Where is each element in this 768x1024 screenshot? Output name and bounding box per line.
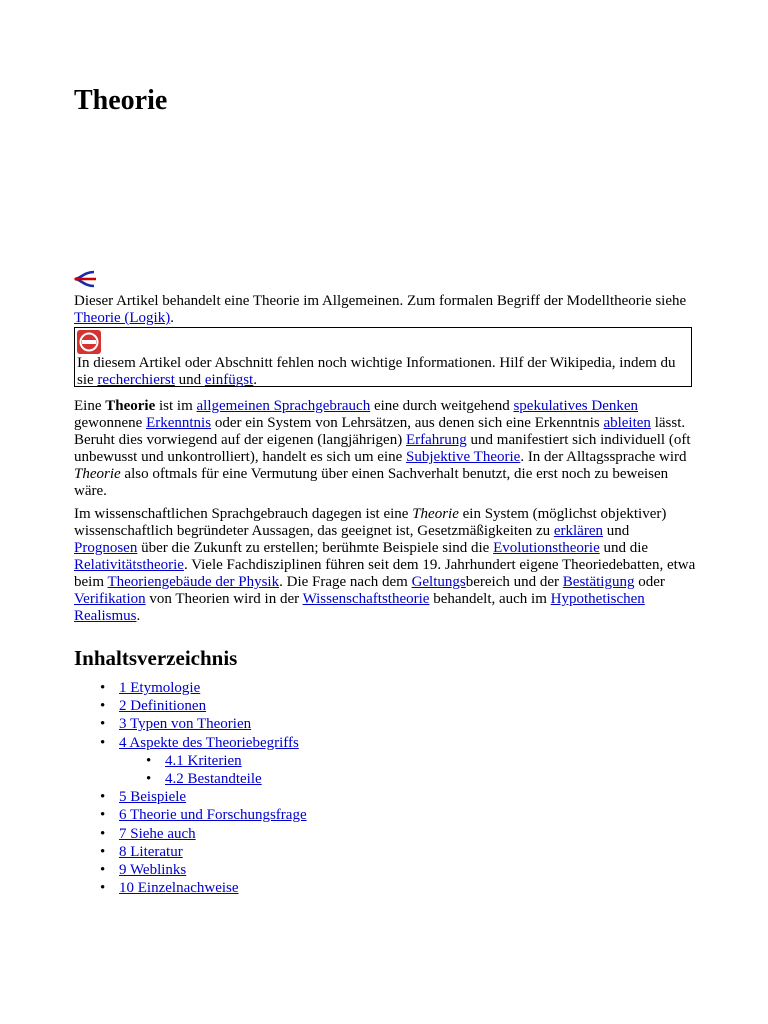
p2-text: und <box>603 523 630 539</box>
p1-text: Eine <box>74 398 106 414</box>
link-wissenschaftstheorie[interactable]: Wissenschaftstheorie <box>302 591 430 607</box>
p2-text: von Theorien wird in der <box>145 591 303 607</box>
link-einfuegst[interactable]: einfügst <box>204 372 254 388</box>
p1-text: gewonnene <box>74 415 147 431</box>
p1-italic-term: Theorie <box>74 466 121 482</box>
toc-item <box>74 825 307 843</box>
p2-text: behandelt, auch im <box>429 591 551 607</box>
toc-subitem <box>74 770 307 788</box>
toc-link-weblinks[interactable]: 9 Weblinks <box>119 862 187 879</box>
link-recherchierst[interactable]: recherchierst <box>97 372 175 388</box>
toc-item <box>74 843 307 861</box>
p2-text: Im wissenschaftlichen Sprachgebrauch dagegen ist eine <box>74 506 413 522</box>
p1-text: ist im <box>155 398 197 414</box>
toc-item <box>74 879 307 897</box>
link-relativitaetstheorie[interactable]: Relativitätstheorie <box>74 557 184 573</box>
page-title: Theorie <box>74 85 168 116</box>
link-erkenntnis[interactable]: Erkenntnis <box>146 415 212 431</box>
p1-text: oder ein System von Lehrsätzen, aus denen sich eine Erkenntnis <box>211 415 604 431</box>
disambiguation-hatnote <box>74 293 694 327</box>
intro-paragraph-2 <box>74 506 696 625</box>
toc-item <box>74 697 307 715</box>
toc-link-einzelnachweise[interactable]: 10 Einzelnachweise <box>119 880 239 897</box>
toc-link-typen-von-theorien[interactable]: 3 Typen von Theorien <box>119 716 252 733</box>
toc-subitem <box>74 752 307 770</box>
toc-link-beispiele[interactable]: 5 Beispiele <box>119 789 187 806</box>
toc-item <box>74 734 307 752</box>
p2-italic-term: Theorie <box>412 506 459 522</box>
toc-link-siehe-auch[interactable]: 7 Siehe auch <box>119 825 196 842</box>
p1-text: also oftmals für eine Vermutung über einen Sachverhalt benutzt, die erst noch zu beweisen wäre. <box>74 466 669 499</box>
p2-text: . Die Frage nach dem <box>279 574 412 590</box>
notice-text <box>77 355 689 389</box>
notice-text-start: In diesem Artikel oder Abschnitt fehlen noch wichtige Informationen. Hilf der Wikipedia, indem du sie <box>77 355 676 388</box>
hatnote-text: Dieser Artikel behandelt eine Theorie im Allgemeinen. Zum formalen Begriff der Modelltheorie siehe <box>74 293 687 309</box>
toc-link-kriterien[interactable]: 4.1 Kriterien <box>165 752 242 769</box>
notice-text-mid: und <box>174 372 205 388</box>
toc-item <box>74 861 307 879</box>
toc-link-literatur[interactable]: 8 Literatur <box>119 843 183 860</box>
incomplete-notice-box <box>74 327 692 387</box>
toc-item <box>74 715 307 733</box>
notice-text-end: . <box>253 372 257 388</box>
link-erklaeren[interactable]: erklären <box>553 523 603 539</box>
toc-item <box>74 806 307 824</box>
toc-link-bestandteile[interactable]: 4.2 Bestandteile <box>165 771 262 788</box>
p1-text: und manifestiert sich individuell (oft unbewusst und unkontrolliert), handelt es sich um eine <box>74 432 691 465</box>
table-of-contents <box>74 679 307 897</box>
p2-text: . Viele Fachdisziplinen führen seit dem 19. Jahrhundert eigene Theoriedebatten, etwa beim <box>74 557 696 590</box>
p2-text: und die <box>599 540 649 556</box>
toc-link-theorie-und-forschungsfrage[interactable]: 6 Theorie und Forschungsfrage <box>119 807 307 824</box>
link-subjektive-theorie[interactable]: Subjektive Theorie <box>406 449 521 465</box>
toc-item <box>74 788 307 806</box>
toc-item <box>74 679 307 697</box>
link-allgemeiner-sprachgebrauch[interactable]: allgemeinen Sprachgebrauch <box>196 398 371 414</box>
link-verifikation[interactable]: Verifikation <box>74 591 146 607</box>
link-spekulatives-denken[interactable]: spekulatives Denken <box>513 398 639 414</box>
hatnote-end: . <box>170 310 174 326</box>
p1-bold-term: Theorie <box>105 398 156 414</box>
disambiguation-icon <box>74 268 98 288</box>
link-theorie-logik[interactable]: Theorie (Logik) <box>74 310 171 326</box>
toc-link-aspekte-des-theoriebegriffs[interactable]: 4 Aspekte des Theoriebegriffs <box>119 734 299 751</box>
p2-text: über die Zukunft zu erstellen; berühmte Beispiele sind die <box>137 540 494 556</box>
p1-text: . In der Alltagssprache wird <box>520 449 687 465</box>
toc-link-definitionen[interactable]: 2 Definitionen <box>119 698 207 715</box>
link-erfahrung[interactable]: Erfahrung <box>405 432 467 448</box>
incomplete-notice-icon <box>77 330 101 354</box>
toc-link-etymologie[interactable]: 1 Etymologie <box>119 680 201 696</box>
link-geltung[interactable]: Geltungs <box>411 574 466 590</box>
p2-text: ein System (möglichst objektiver) wissenschaftlich begründeter Aussagen, das geeignet ist, Gesetzmäßigkeiten zu <box>74 506 667 539</box>
p2-text: bereich und der <box>465 574 563 590</box>
link-ableiten[interactable]: ableiten <box>603 415 651 431</box>
link-hypothetischer-realismus[interactable]: Hypothetischen Realismus <box>74 591 645 624</box>
link-evolutionstheorie[interactable]: Evolutionstheorie <box>493 540 600 556</box>
p2-text: oder <box>634 574 665 590</box>
toc-heading: Inhaltsverzeichnis <box>74 646 238 670</box>
p1-text: eine durch weitgehend <box>370 398 514 414</box>
link-theoriengebaeude-der-physik[interactable]: Theoriengebäude der Physik <box>107 574 280 590</box>
link-prognosen[interactable]: Prognosen <box>74 540 138 556</box>
p1-text: lässt. Beruht dies vorwiegend auf der eigenen (langjährigen) <box>74 415 686 448</box>
link-bestaetigung[interactable]: Bestätigung <box>562 574 635 590</box>
intro-paragraph-1 <box>74 398 696 500</box>
p2-text: . <box>136 608 141 624</box>
